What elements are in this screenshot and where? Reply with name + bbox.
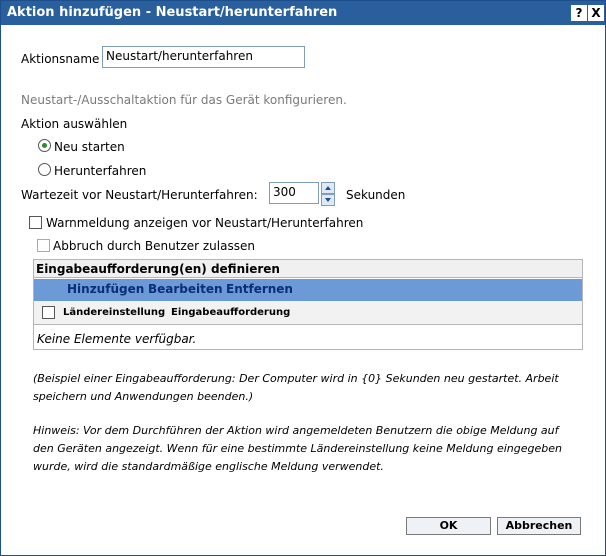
warn-checkbox[interactable]	[29, 216, 42, 229]
shutdown-radio-label: Herunterfahren	[54, 164, 147, 178]
dialog-title: Aktion hinzufügen - Neustart/herunterfahren	[7, 5, 338, 20]
hint-note-line1: Hinweis: Vor dem Durchführen der Aktion wird angemeldeten Benutzern die obige Meldung auf	[33, 424, 559, 437]
add-prompt-link[interactable]: Hinzufügen	[67, 282, 145, 296]
wait-time-spinner	[321, 182, 335, 206]
wait-time-label: Wartezeit vor Neustart/Herunterfahren:	[21, 188, 258, 202]
title-bar	[1, 1, 605, 25]
hint-note-line3: wurde, wird die standardmäßige englische Meldung verwendet.	[33, 460, 384, 473]
select-all-checkbox[interactable]	[42, 306, 55, 319]
cancel-button[interactable]: Abbrechen	[497, 517, 581, 535]
hint-note-line2: den Geräten angezeigt. Wenn für eine bestimmte Ländereinstellung keine Meldung eingegeben	[33, 442, 562, 455]
select-action-label: Aktion auswählen	[21, 117, 128, 131]
prompts-panel	[33, 259, 583, 350]
restart-radio[interactable]	[38, 139, 51, 152]
wait-time-unit: Sekunden	[346, 188, 406, 202]
action-name-label: Aktionsname	[21, 52, 100, 66]
edit-prompt-link[interactable]: Bearbeiten	[148, 282, 223, 296]
remove-prompt-link[interactable]: Entfernen	[226, 282, 293, 296]
allow-cancel-checkbox[interactable]	[37, 239, 50, 252]
close-button[interactable]: X	[588, 5, 604, 21]
prompts-panel-title: Eingabeaufforderung(en) definieren	[34, 260, 582, 278]
prompts-column-header	[34, 301, 582, 325]
action-name-input[interactable]: Neustart/herunterfahren	[102, 46, 305, 68]
spin-down-icon[interactable]	[321, 194, 335, 206]
prompts-toolbar	[34, 279, 582, 301]
ok-button[interactable]: OK	[406, 517, 491, 535]
hint-note	[33, 422, 562, 476]
empty-list-text: Keine Elemente verfügbar.	[37, 332, 197, 346]
help-button[interactable]: ?	[571, 5, 587, 21]
example-note-line1: (Beispiel einer Eingabeaufforderung: Der Computer wird in {0} Sekunden neu gestartet. Arbeit	[33, 372, 559, 385]
spin-up-icon[interactable]	[321, 182, 335, 194]
warn-checkbox-label: Warnmeldung anzeigen vor Neustart/Herunterfahren	[46, 216, 364, 230]
column-locale[interactable]: Ländereinstellung	[63, 307, 166, 318]
allow-cancel-label: Abbruch durch Benutzer zulassen	[53, 239, 255, 253]
wait-time-input[interactable]: 300	[269, 182, 319, 204]
example-note	[33, 370, 559, 406]
description-text: Neustart-/Ausschaltaktion für das Gerät konfigurieren.	[21, 93, 347, 107]
restart-radio-label: Neu starten	[54, 140, 125, 154]
column-prompt[interactable]: Eingabeaufforderung	[171, 307, 291, 318]
shutdown-radio[interactable]	[38, 163, 51, 176]
example-note-line2: speichern und Anwendungen beenden.)	[33, 390, 254, 403]
